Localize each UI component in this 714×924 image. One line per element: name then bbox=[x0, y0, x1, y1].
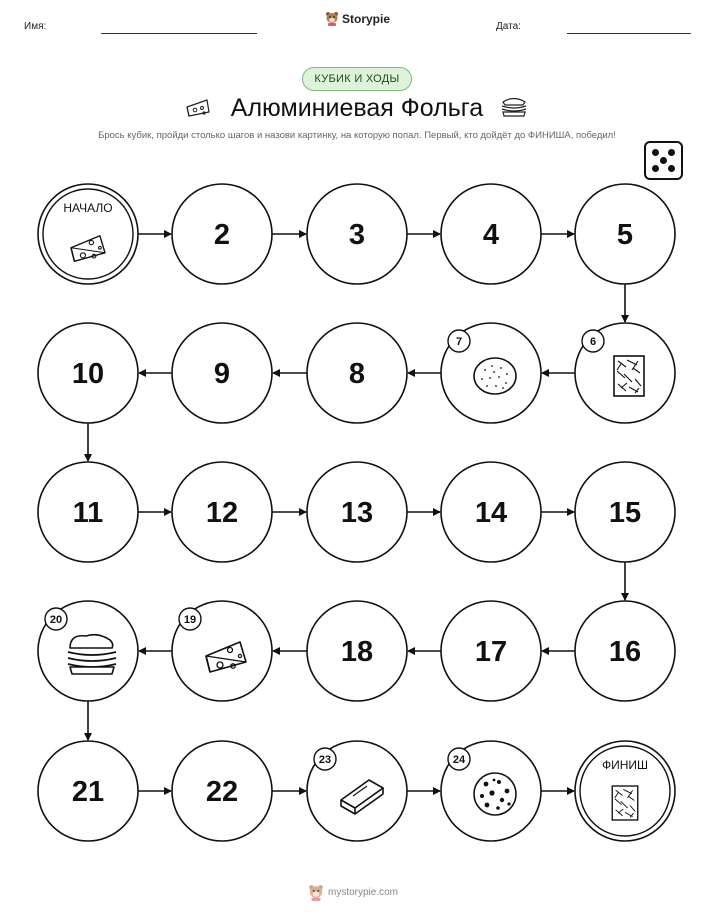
date-label: Дата: bbox=[496, 21, 521, 32]
cell-number: 9 bbox=[213, 358, 231, 390]
cell-number: 15 bbox=[608, 497, 642, 529]
cell-number: 21 bbox=[71, 776, 105, 808]
cell-number: 18 bbox=[340, 636, 374, 668]
cell-number: 19 bbox=[183, 614, 197, 626]
board-cell-23 bbox=[307, 741, 407, 841]
cell-circle bbox=[38, 184, 138, 284]
cell-number: 11 bbox=[72, 497, 104, 529]
cell-number: 8 bbox=[348, 358, 366, 390]
brand-name: Storypie bbox=[342, 11, 391, 26]
game-type-badge: КУБИК И ХОДЫ bbox=[302, 67, 412, 91]
board-cell-21 bbox=[38, 741, 138, 841]
board-cell-8 bbox=[307, 323, 407, 423]
board-cell-5 bbox=[575, 184, 675, 284]
foil-sheet-icon bbox=[614, 356, 644, 396]
sandwich-icon bbox=[68, 635, 116, 674]
cell-number: 13 bbox=[340, 497, 374, 529]
board-cell-2 bbox=[172, 184, 272, 284]
footer-url: mystorypie.com bbox=[328, 887, 399, 898]
board-cell-17 bbox=[441, 601, 541, 701]
page-title: Алюминиевая Фольга bbox=[230, 94, 484, 122]
board-cell-15 bbox=[575, 462, 675, 562]
instructions-text: Брось кубик, пройди столько шагов и назови картинку, на которую попал. Первый, кто дойдёт до ФИНИША, победил! bbox=[98, 130, 616, 141]
finish-label: ФИНИШ bbox=[601, 758, 649, 772]
board-cell-20 bbox=[38, 601, 138, 701]
name-label: Имя: bbox=[24, 21, 47, 32]
cell-number: 10 bbox=[71, 358, 105, 390]
cell-number: 17 bbox=[474, 636, 508, 668]
board-cell-25 bbox=[575, 741, 675, 841]
cell-number: 4 bbox=[482, 219, 500, 251]
board-cell-14 bbox=[441, 462, 541, 562]
cell-number: 2 bbox=[213, 219, 231, 251]
board-cell-22 bbox=[172, 741, 272, 841]
foil-sheet-icon bbox=[612, 786, 638, 820]
mascot-icon bbox=[308, 884, 324, 901]
cell-number: 23 bbox=[318, 754, 332, 766]
board-cell-11 bbox=[38, 462, 138, 562]
tortilla-icon bbox=[474, 358, 516, 394]
cell-number: 3 bbox=[348, 219, 366, 251]
cell-number: 22 bbox=[205, 776, 239, 808]
cell-number: 20 bbox=[49, 614, 63, 626]
board-cell-18 bbox=[307, 601, 407, 701]
board-cell-24 bbox=[441, 741, 541, 841]
cookie-icon bbox=[474, 773, 516, 815]
cell-number: 7 bbox=[455, 336, 463, 348]
board-cell-3 bbox=[307, 184, 407, 284]
board-cell-1 bbox=[38, 184, 138, 284]
board-cell-10 bbox=[38, 323, 138, 423]
start-label: НАЧАЛО bbox=[63, 201, 113, 215]
cell-number: 24 bbox=[452, 754, 466, 766]
board-cell-16 bbox=[575, 601, 675, 701]
footer bbox=[308, 884, 398, 901]
board-cell-12 bbox=[172, 462, 272, 562]
cell-number: 14 bbox=[474, 497, 508, 529]
cell-number: 16 bbox=[608, 636, 642, 668]
cell-number: 12 bbox=[205, 497, 239, 529]
board-cell-4 bbox=[441, 184, 541, 284]
board-cell-9 bbox=[172, 323, 272, 423]
board-cell-19 bbox=[172, 601, 272, 701]
board-cell-7 bbox=[441, 323, 541, 423]
cell-number: 5 bbox=[616, 219, 634, 251]
board-cell-13 bbox=[307, 462, 407, 562]
cell-number: 6 bbox=[589, 336, 597, 348]
board-cell-6 bbox=[575, 323, 675, 423]
